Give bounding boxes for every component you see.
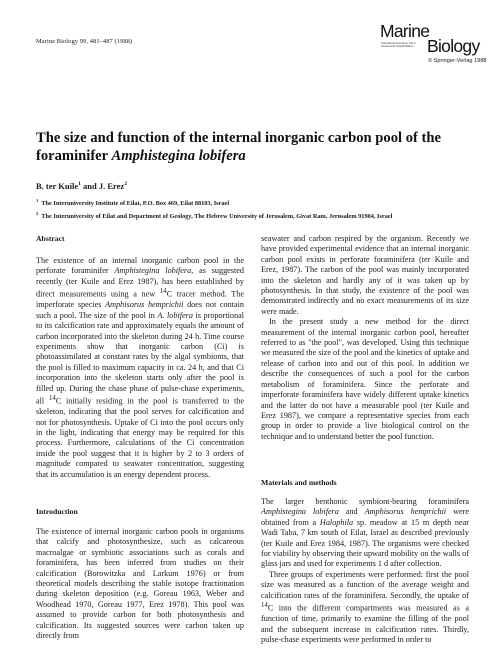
author-line [36,181,127,191]
introduction-paragraph: The existence of internal inorganic carbon pools in organisms that calcify and photosynthesize, such as calcareous macroalgae or symbiotic associations such as corals and foraminifera, has been inferred from studies on their calcification (Borowitzka and Larkum 1976) or from theoretical models describing the stable isotope fractionation during skeleton deposition (e.g. Goreau 1963, Weber and Woodhead 1970, Goreau 1977, Erez 1978). This pool was assumed to provide carbon for both photosynthesis and calcification. Its suggested sources were carbon taken up directly from [36,527,244,641]
article-title [36,130,476,165]
author-1-affiliation-mark: 1 [78,181,81,188]
logo-word-biology: Biology [427,36,480,56]
intro-paragraph-1: seawater and carbon respired by the organism. Recently we have provided experimental evidence that an internal inorganic carbon pool exists in perforate foraminifera (ter Kuile and Erez, 1987). The carbon of the pool was mainly incorporated into the skeleton and hardly any of it was taken up by photosynthesis. In that study, the existence of the pool was demonstrated indirectly and no exact measurements of its size were made. [261,234,469,316]
logo-word-marine: Marine [380,21,430,41]
abstract-paragraph: The existence of an internal inorganic carbon pool in the perforate foraminifer Amphistegina lobifera, as suggested recently (ter Kuile and Erez 1987), has been established by direct measurements using a new $^{14}$C tracer method. The imperforate species Amphisorus hemprichii does not contain such a pool. The size of the pool in A. lobifera is proportional to its calcification rate and approximately equals the amount of carbon incorporated into the skeleton during 24 h. Time course experiments show that inorganic carbon (Ci) is photoassimilated at constant rates by the algal symbionts, that the pool is filled to maximum capacity in ca. 24 h, and that Ci incorporation into the skeleton starts only after the pool is filled up. During the chase phase of pulse-chase experiments, all $^{14}$C initially residing in the pool is transferred to the skeleton, indicating that the pool serves for calcification and not for photosynthesis. Uptake of Ci into the pool occurs only in the light, indicating that energy may be required for this process. Furthermore, calculations of the Ci concentration inside the pool suggest that it is higher by 2 to 3 orders of magnitude compared to seawater concentration, suggesting that its accumulation is an energy dependent process. [36,256,244,479]
affiliation-2-mark: 2 [36,211,39,216]
author-2: J. Erez [98,181,125,191]
methods-paragraph-1: The larger benthonic symbiont-bearing foraminifera Amphistegina lobifera and Amphisorus hemprichii were obtained from a Halophila sp. meadow at 15 m depth near Wadi Taba, 7 km south of Eilat, Israel as described previously (ter Kuile and Erez 1984, 1987). The organisms were checked for viability by observing their upward mobility on the walls of glass jars and used for experiments 1 d after collection. [261,497,470,569]
intro-paragraph-2: In the present study a new method for the direct measurement of the internal inorganic carbon pool, hereafter referred to as "the pool", was developed. Using this technique we measured the size of the pool and the kinetics of uptake and release of carbon into and out of this pool. In addition we describe the consequences of such a pool for the carbon metabolism of foraminifera. Since the perforate and imperforate foraminifera have widely different uptake kinetics and the latter do not have a measurable pool (ter Kuile and Erez 1987), we compare a representative species from each group in order to provide a live biological control on the technique and to understand better the pool function. [261,317,469,441]
title-text: The size and function of the internal inorganic carbon pool of the foraminifer [36,130,441,164]
introduction-heading: Introduction [36,507,78,516]
abstract-body [36,256,244,480]
affiliation-1 [36,198,229,207]
methods-heading: Materials and methods [261,478,337,487]
abstract-heading: Abstract [36,234,65,243]
introduction-continued [261,234,469,442]
author-1: B. ter Kuile [36,181,79,191]
affiliation-2-text: The Interuniversity of Eilat and Department of Geology, The Hebrew University of Jerusalem, Givat Ram, Jerusalem 91904, Israel [41,213,393,221]
journal-logo [380,21,487,74]
author-2-affiliation-mark: 2 [124,181,128,188]
methods-body [261,497,469,645]
methods-paragraph-2: Three groups of experiments were performed: first the pool size was measured as a function of the average weight and calcification rates of the foraminifera. Secondly, the uptake of $^{14}$C into the different compartments was measured as a function of time, primarily to examine the filling of the pool and the subsequent increase in calcification rates. Thirdly, pulse-chase experiments were performed in order to [261,569,469,645]
author-join: and [80,181,99,191]
journal-reference: Marine Biology 99, 481–487 (1988) [36,38,133,45]
title-species: Amphistegina lobifera [111,147,246,164]
affiliation-1-text: The Interuniversity Institute of Eilat, P.O. Box 469, Eilat 88103, Israel [41,200,230,208]
publisher-copyright: © Springer-Verlag 1988 [428,58,487,64]
affiliation-2 [36,211,392,220]
affiliation-1-mark: 1 [36,198,39,203]
introduction-body [36,527,244,641]
logo-subtitle: International Journal on Life in Oceans and Coastal Waters [381,42,416,49]
